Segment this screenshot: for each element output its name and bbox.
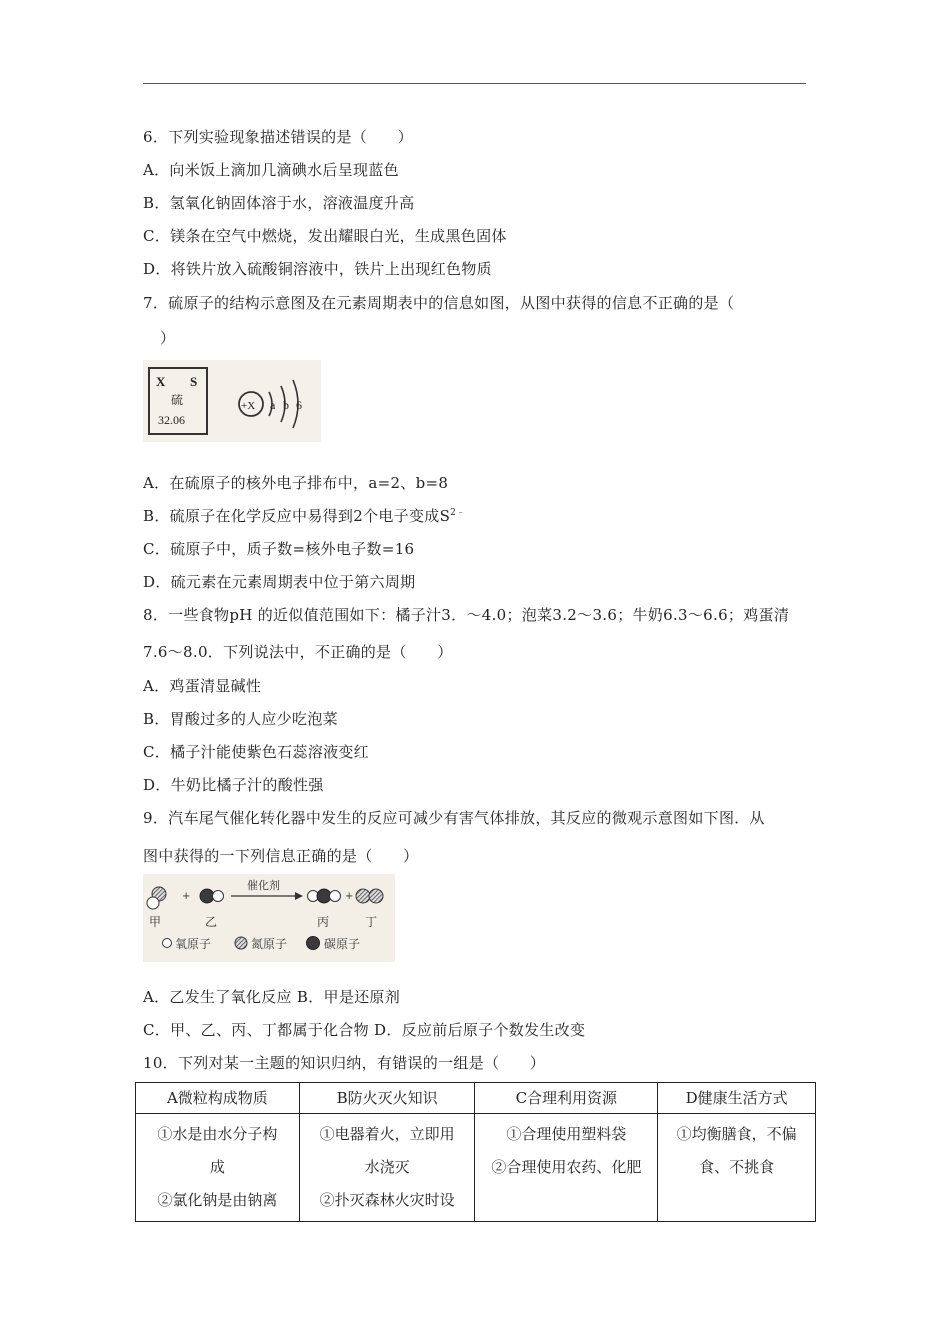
svg-text:+: +: [182, 891, 191, 902]
q10-stem: 10．下列对某一主题的知识归纳，有错误的一组是（ ）: [143, 1054, 546, 1072]
label-yi: 乙: [205, 915, 218, 929]
q6-option-d: D．将铁片放入硫酸铜溶液中，铁片上出现红色物质: [143, 260, 492, 278]
ion-charge-superscript: 2﹣: [450, 508, 466, 518]
shell-a-label: a: [270, 398, 276, 412]
legend-nitrogen: 氮原子: [251, 937, 288, 951]
q7-option-a: A．在硫原子的核外电子排布中，a=2、b=8: [143, 474, 449, 492]
table-header-b: B防火灭火知识: [299, 1083, 475, 1114]
q6-option-b: B．氢氧化钠固体溶于水，溶液温度升高: [143, 194, 415, 212]
table-header-c: C合理利用资源: [475, 1083, 658, 1114]
q9-stem-line1: 9．汽车尾气催化转化器中发生的反应可减少有害气体排放，其反应的微观示意图如下图．从: [143, 809, 765, 827]
svg-text:+: +: [345, 891, 354, 902]
reaction-diagram: [143, 874, 395, 962]
q6-option-c: C．镁条在空气中燃烧，发出耀眼白光，生成黑色固体: [143, 227, 507, 245]
table-header-a: A微粒构成物质: [136, 1083, 300, 1114]
sulfur-atom-figure: [143, 360, 321, 442]
element-symbol-x: X: [156, 374, 166, 389]
atomic-mass: 32.06: [158, 413, 185, 427]
nucleus-charge: +X: [241, 400, 256, 412]
shell-b-label: b: [283, 398, 289, 412]
q8-stem-line2: 7.6～8.0．下列说法中，不正确的是（ ）: [143, 643, 453, 661]
knowledge-table: [135, 1082, 816, 1222]
q6-stem: 6．下列实验现象描述错误的是（ ）: [143, 128, 413, 146]
q8-option-d: D．牛奶比橘子汁的酸性强: [143, 776, 324, 794]
table-cell-d: ①均衡膳食，不偏 食、不挑食: [658, 1114, 816, 1222]
legend-oxygen: 氧原子: [175, 937, 212, 951]
q8-option-c: C．橘子汁能使紫色石蕊溶液变红: [143, 743, 369, 761]
table-row: [136, 1114, 816, 1222]
label-ding: 丁: [365, 915, 378, 929]
table-header-row: [136, 1083, 816, 1114]
header-rule: [143, 83, 806, 84]
table-cell-a: ①水是由水分子构 成 ②氯化钠是由钠离: [136, 1114, 300, 1222]
legend-carbon: 碳原子: [324, 937, 361, 951]
element-symbol-s: S: [190, 374, 198, 389]
label-jia: 甲: [149, 915, 162, 929]
q9-options-line2: C．甲、乙、丙、丁都属于化合物 D．反应前后原子个数发生改变: [143, 1021, 586, 1039]
q7-stem-line2: ）: [160, 329, 176, 347]
table-header-d: D健康生活方式: [658, 1083, 816, 1114]
catalyst-label: 催化剂: [247, 879, 280, 892]
label-bing: 丙: [317, 915, 330, 929]
q8-option-b: B．胃酸过多的人应少吃泡菜: [143, 710, 338, 728]
q7-stem-line1: 7．硫原子的结构示意图及在元素周期表中的信息如图，从图中获得的信息不正确的是（: [143, 294, 735, 312]
q7-option-b: B．硫原子在化学反应中易得到2个电子变成$S^{2﹣}$: [143, 507, 466, 525]
table-cell-b: ①电器着火，立即用 水浇灭 ②扑灭森林火灾时设: [299, 1114, 475, 1222]
q7-option-c: C．硫原子中，质子数=核外电子数=16: [143, 540, 415, 558]
q9-stem-line2: 图中获得的一下列信息正确的是（ ）: [143, 847, 419, 865]
shell-c-label: 6: [296, 398, 302, 412]
q6-option-a: A．向米饭上滴加几滴碘水后呈现蓝色: [143, 161, 399, 179]
table-cell-c: ①合理使用塑料袋 ②合理使用农药、化肥: [475, 1114, 658, 1222]
element-name: 硫: [171, 393, 184, 407]
q8-stem-line1: 8．一些食物pH 的近似值范围如下：橘子汁3．～4.0；泡菜3.2～3.6；牛奶6.3～6.6；鸡蛋清: [143, 606, 790, 624]
q9-options-line1: A．乙发生了氧化反应 B．甲是还原剂: [143, 988, 401, 1006]
q8-option-a: A．鸡蛋清显碱性: [143, 677, 262, 695]
q7-option-d: D．硫元素在元素周期表中位于第六周期: [143, 573, 416, 591]
